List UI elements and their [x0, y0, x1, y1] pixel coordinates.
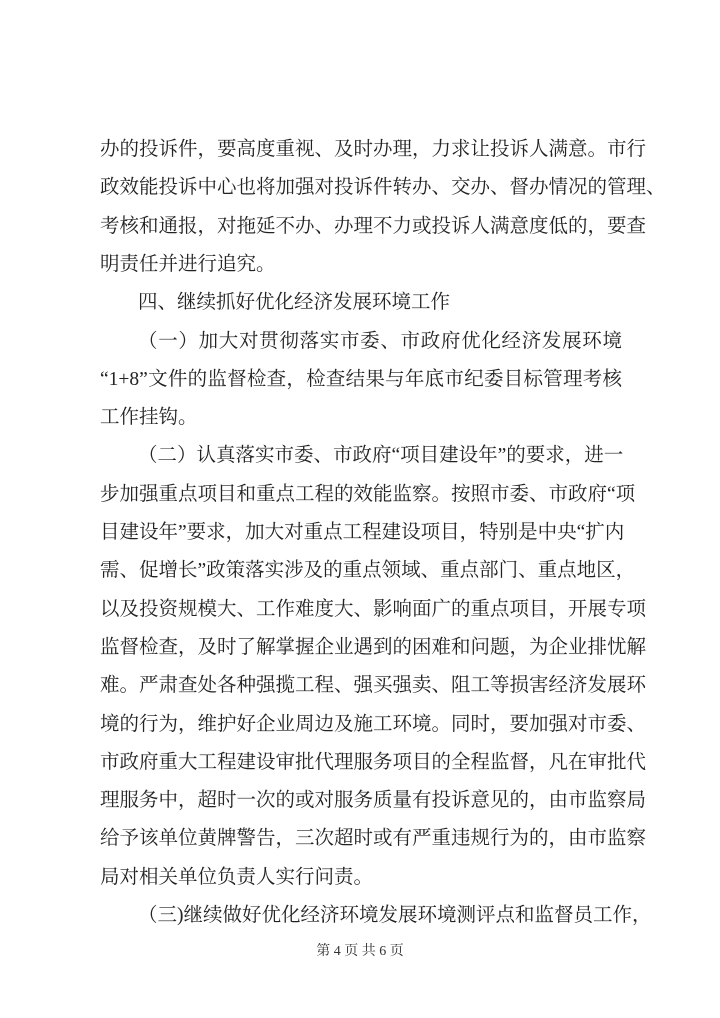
- text-line: 四、继续抓好优化经济发展环境工作: [138, 292, 451, 314]
- text-line: 工作挂钩。: [100, 407, 198, 429]
- text-line: 市政府重大工程建设审批代理服务项目的全程监督，凡在审批代: [100, 751, 647, 773]
- page-number-footer: 第 4 页 共 6 页: [316, 944, 404, 959]
- text-line: 理服务中，超时一次的或对服务质量有投诉意见的，由市监察局: [100, 790, 647, 812]
- text-line: 明责任并进行追究。: [100, 253, 276, 275]
- text-line: 政效能投诉中心也将加强对投诉件转办、交办、督办情况的管理、: [100, 177, 666, 199]
- text-line: 需、促增长”政策落实涉及的重点领域、重点部门、重点地区，: [100, 560, 636, 582]
- text-line: “1+8”文件的监督检查，检查结果与年底市纪委目标管理考核: [100, 368, 622, 390]
- text-line: 给予该单位黄牌警告，三次超时或有严重违规行为的，由市监察: [100, 828, 647, 850]
- text-line: 局对相关单位负责人实行问责。: [100, 866, 374, 888]
- text-line: 以及投资规模大、工作难度大、影响面广的重点项目，开展专项: [100, 598, 647, 620]
- text-line: 监督检查，及时了解掌握企业遇到的困难和问题，为企业排忧解: [100, 636, 647, 658]
- text-line: （一）加大对贯彻落实市委、市政府优化经济发展环境: [138, 330, 622, 352]
- text-line: （三)继续做好优化经济环境发展环境测评点和监督员工作，: [138, 905, 652, 926]
- text-line: 境的行为，维护好企业周边及施工环境。同时，要加强对市委、: [100, 713, 647, 735]
- text-line: 步加强重点项目和重点工程的效能监察。按照市委、市政府“项: [100, 483, 636, 505]
- text-line: 目建设年”要求，加大对重点工程建设项目，特别是中央“扩内: [100, 522, 625, 543]
- text-line: 难。严肃查处各种强揽工程、强买强卖、阻工等损害经济发展环: [100, 675, 647, 697]
- text-line: （二）认真落实市委、市政府“项目建设年”的要求，进一: [138, 445, 624, 467]
- text-line: 办的投诉件，要高度重视、及时办理，力求让投诉人满意。市行: [100, 139, 647, 160]
- text-line: 考核和通报，对拖延不办、办理不力或投诉人满意度低的，要查: [100, 215, 647, 237]
